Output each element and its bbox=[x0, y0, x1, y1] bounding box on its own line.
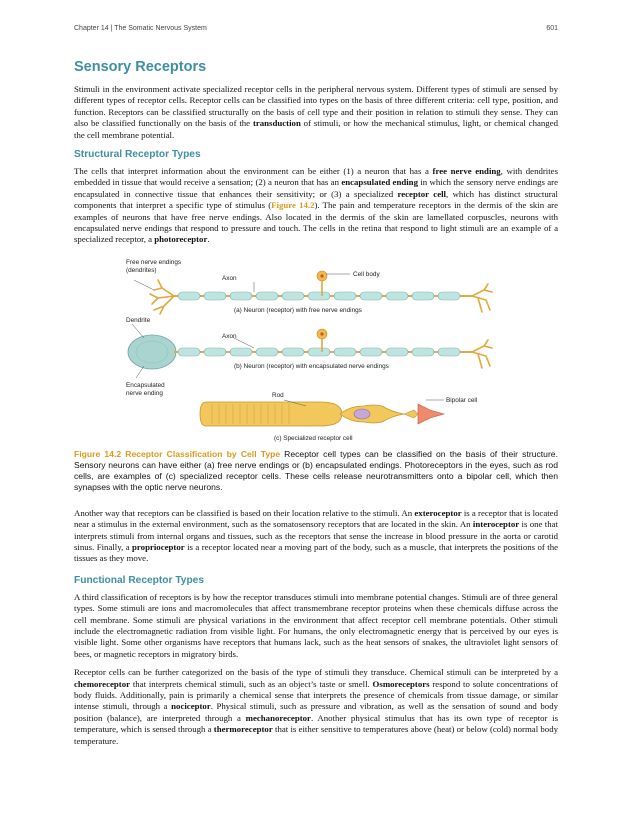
text-run: of stimuli, or how the mechanical stimulus, light, or chemical changed the cell membrane potential. bbox=[74, 118, 558, 140]
term-exteroceptor: exteroceptor bbox=[414, 507, 462, 518]
running-head bbox=[74, 25, 558, 37]
subsection-title-functional: Functional Receptor Types bbox=[74, 574, 205, 586]
page-number: 601 bbox=[546, 25, 558, 32]
term-encapsulated-ending: encapsulated ending bbox=[341, 177, 418, 188]
myelin-sheath-b bbox=[178, 348, 460, 356]
term-free-nerve-ending: free nerve ending bbox=[432, 166, 501, 177]
label-bipolar-cell: Bipolar cell bbox=[446, 396, 478, 404]
text-run: is a receptor located near a moving part of the body, such as a muscle, that interprets the positions of the tissues as they move. bbox=[74, 541, 558, 564]
term-nociceptor: nociceptor bbox=[171, 701, 211, 712]
main-content bbox=[74, 58, 558, 754]
free-nerve-ending-dendrites-icon bbox=[150, 280, 174, 314]
chapter-title: Chapter 14 | The Somatic Nervous System bbox=[74, 25, 207, 32]
section-title: Sensory Receptors bbox=[74, 59, 207, 75]
axon-terminal-b-icon bbox=[472, 340, 492, 368]
text-run: , which has distinct structural components that interpret a specific type of stimulus ( bbox=[74, 188, 559, 211]
intro-paragraph bbox=[74, 84, 558, 141]
caption-text: Receptor cell types can be classified on the basis of their structure. Sensory neurons can have either (a) free nerve endings or (b) encapsulated endings. Photoreceptors in the eyes, such as rod cells, are examples of (c) specialized receptor cells. These cells release neurotransmitters onto a bipolar cell, which then synapses with the optic nerve neurons. bbox=[74, 448, 558, 493]
label-cell-body: Cell body bbox=[353, 270, 380, 278]
figure-caption bbox=[74, 449, 558, 494]
term-receptor-cell: receptor cell bbox=[397, 188, 446, 199]
label-axon-b: Axon bbox=[222, 332, 237, 340]
location-paragraph bbox=[74, 508, 558, 565]
text-run: in which the sensory nerve endings are encapsulated in connective tissue that enhances their sensitivity; or (3) a specialized bbox=[74, 177, 558, 199]
text-run: Stimuli in the environment activate specialized receptor cells in the peripheral nervous system. Different types of stimuli are sensed by different types of receptor cells. Receptor cells can be classified into types on the basis of three different criteria: cell type, position, and function. Receptors can be classified structurally on the basis of cell type and their position in relation to stimuli they sense. They can also be classified functionally on the basis of the bbox=[74, 84, 558, 129]
receptor-illustration bbox=[74, 254, 558, 449]
term-proprioceptor: proprioceptor bbox=[132, 541, 185, 552]
label-axon-a: Axon bbox=[222, 274, 237, 282]
functional-paragraph-1: A third classification of receptors is by how the receptor transduces stimuli into membrane potential changes. Stimuli are of three general types. Some stimuli are ions and macromolecules that affect transmembrane receptor proteins when these chemicals diffuse across the cell membrane. Some stimuli are physical variations in the environment that affect receptor cell membrane potentials. Other stimuli include the electromagnetic radiation from visible light. For humans, the only electromagnetic energy that is perceived by our eyes is visible light. Some other organisms have receptors that humans lack, such as the heat sensors of snakes, the ultraviolet light sensors of bees, or magnetic receptors in migratory birds. bbox=[74, 591, 558, 659]
label-free-nerve-endings: Free nerve endings bbox=[126, 258, 182, 266]
text-run: respond to solute concentrations of body fluids. Additionally, pain is primarily a chemical sense that interprets the presence of chemicals from tissue damage, or similar intense stimuli, through a bbox=[74, 678, 559, 712]
figure-receptor-types bbox=[74, 254, 558, 449]
text-run: ). The pain and temperature receptors in the dermis of the skin are examples of neurons that have free nerve endings. Also located in the dermis of the skin are lamellated corpuscles, neurons with encapsulated nerve endings that respond to pressure and touch. The cells in the retina that respond to light stimuli are an example of a specialized receptor, a bbox=[74, 200, 559, 245]
subsection-title-structural: Structural Receptor Types bbox=[74, 149, 201, 161]
bipolar-cell-icon bbox=[418, 404, 444, 424]
text-run: . Another physical stimulus that has its own type of receptor is temperature, which is sensed through a bbox=[74, 712, 558, 735]
text-run: is a receptor that is located near a stimulus in the external environment, such as the somatosensory receptors that are located in the skin. An bbox=[74, 507, 558, 530]
label-rod: Rod bbox=[272, 391, 284, 399]
rod-nucleus bbox=[354, 409, 370, 419]
term-transduction: transduction bbox=[252, 118, 301, 129]
caption-b: (b) Neuron (receptor) with encapsulated nerve endings bbox=[234, 362, 389, 370]
text-run: that interprets chemical stimuli, such as an object’s taste or smell. bbox=[130, 678, 373, 689]
functional-paragraph-2 bbox=[74, 667, 558, 747]
text-run: is one that interprets stimuli from internal organs and tissues, such as the receptors that sense the increase in blood pressure in the aorta or carotid sinus. Finally, a bbox=[74, 519, 558, 552]
term-chemoreceptor: chemoreceptor bbox=[74, 678, 131, 689]
label-dendrites: (dendrites) bbox=[126, 266, 157, 274]
figure-link[interactable]: Figure 14.2 bbox=[271, 200, 315, 211]
structural-paragraph bbox=[74, 166, 558, 246]
text-run: Receptor cells can be further categorized on the basis of the type of stimuli they transduce. Chemical stimuli can be interpreted by a bbox=[74, 667, 558, 678]
axon-terminal-a-icon bbox=[472, 284, 492, 312]
label-nerve-ending: nerve ending bbox=[126, 389, 163, 397]
text-run: . bbox=[207, 234, 210, 245]
term-thermoreceptor: thermoreceptor bbox=[213, 724, 273, 735]
encapsulated-capsule bbox=[128, 335, 176, 369]
text-run: The cells that interpret information about the environment can be either (1) a neuron that has a bbox=[74, 166, 433, 177]
term-interoceptor: interoceptor bbox=[472, 519, 520, 530]
term-mechanoreceptor: mechanoreceptor bbox=[245, 712, 311, 723]
rod-photoreceptor bbox=[200, 400, 444, 426]
label-encapsulated: Encapsulated bbox=[126, 381, 165, 389]
text-run: Another way that receptors can be classified is based on their location relative to the stimuli. An bbox=[74, 507, 415, 518]
label-dendrite: Dendrite bbox=[126, 316, 151, 324]
myelin-sheath-a bbox=[178, 292, 460, 300]
caption-a: (a) Neuron (receptor) with free nerve endings bbox=[234, 306, 362, 314]
caption-c: (c) Specialized receptor cell bbox=[274, 434, 353, 442]
caption-label: Figure 14.2 Receptor Classification by Cell Type bbox=[74, 448, 281, 459]
text-run: , with dendrites embedded in tissue that would receive a sensation; (2) a neuron that has an bbox=[74, 166, 559, 188]
term-osmoreceptors: Osmoreceptors bbox=[372, 678, 430, 689]
text-run: . Physical stimuli, such as pressure and vibration, as well as the sensation of sound and body position (balance), are interpreted through a bbox=[74, 701, 558, 723]
text-run: that is either sensitive to temperatures above (heat) or below (cold) normal body temperature. bbox=[74, 724, 558, 746]
term-photoreceptor: photoreceptor bbox=[154, 234, 208, 245]
